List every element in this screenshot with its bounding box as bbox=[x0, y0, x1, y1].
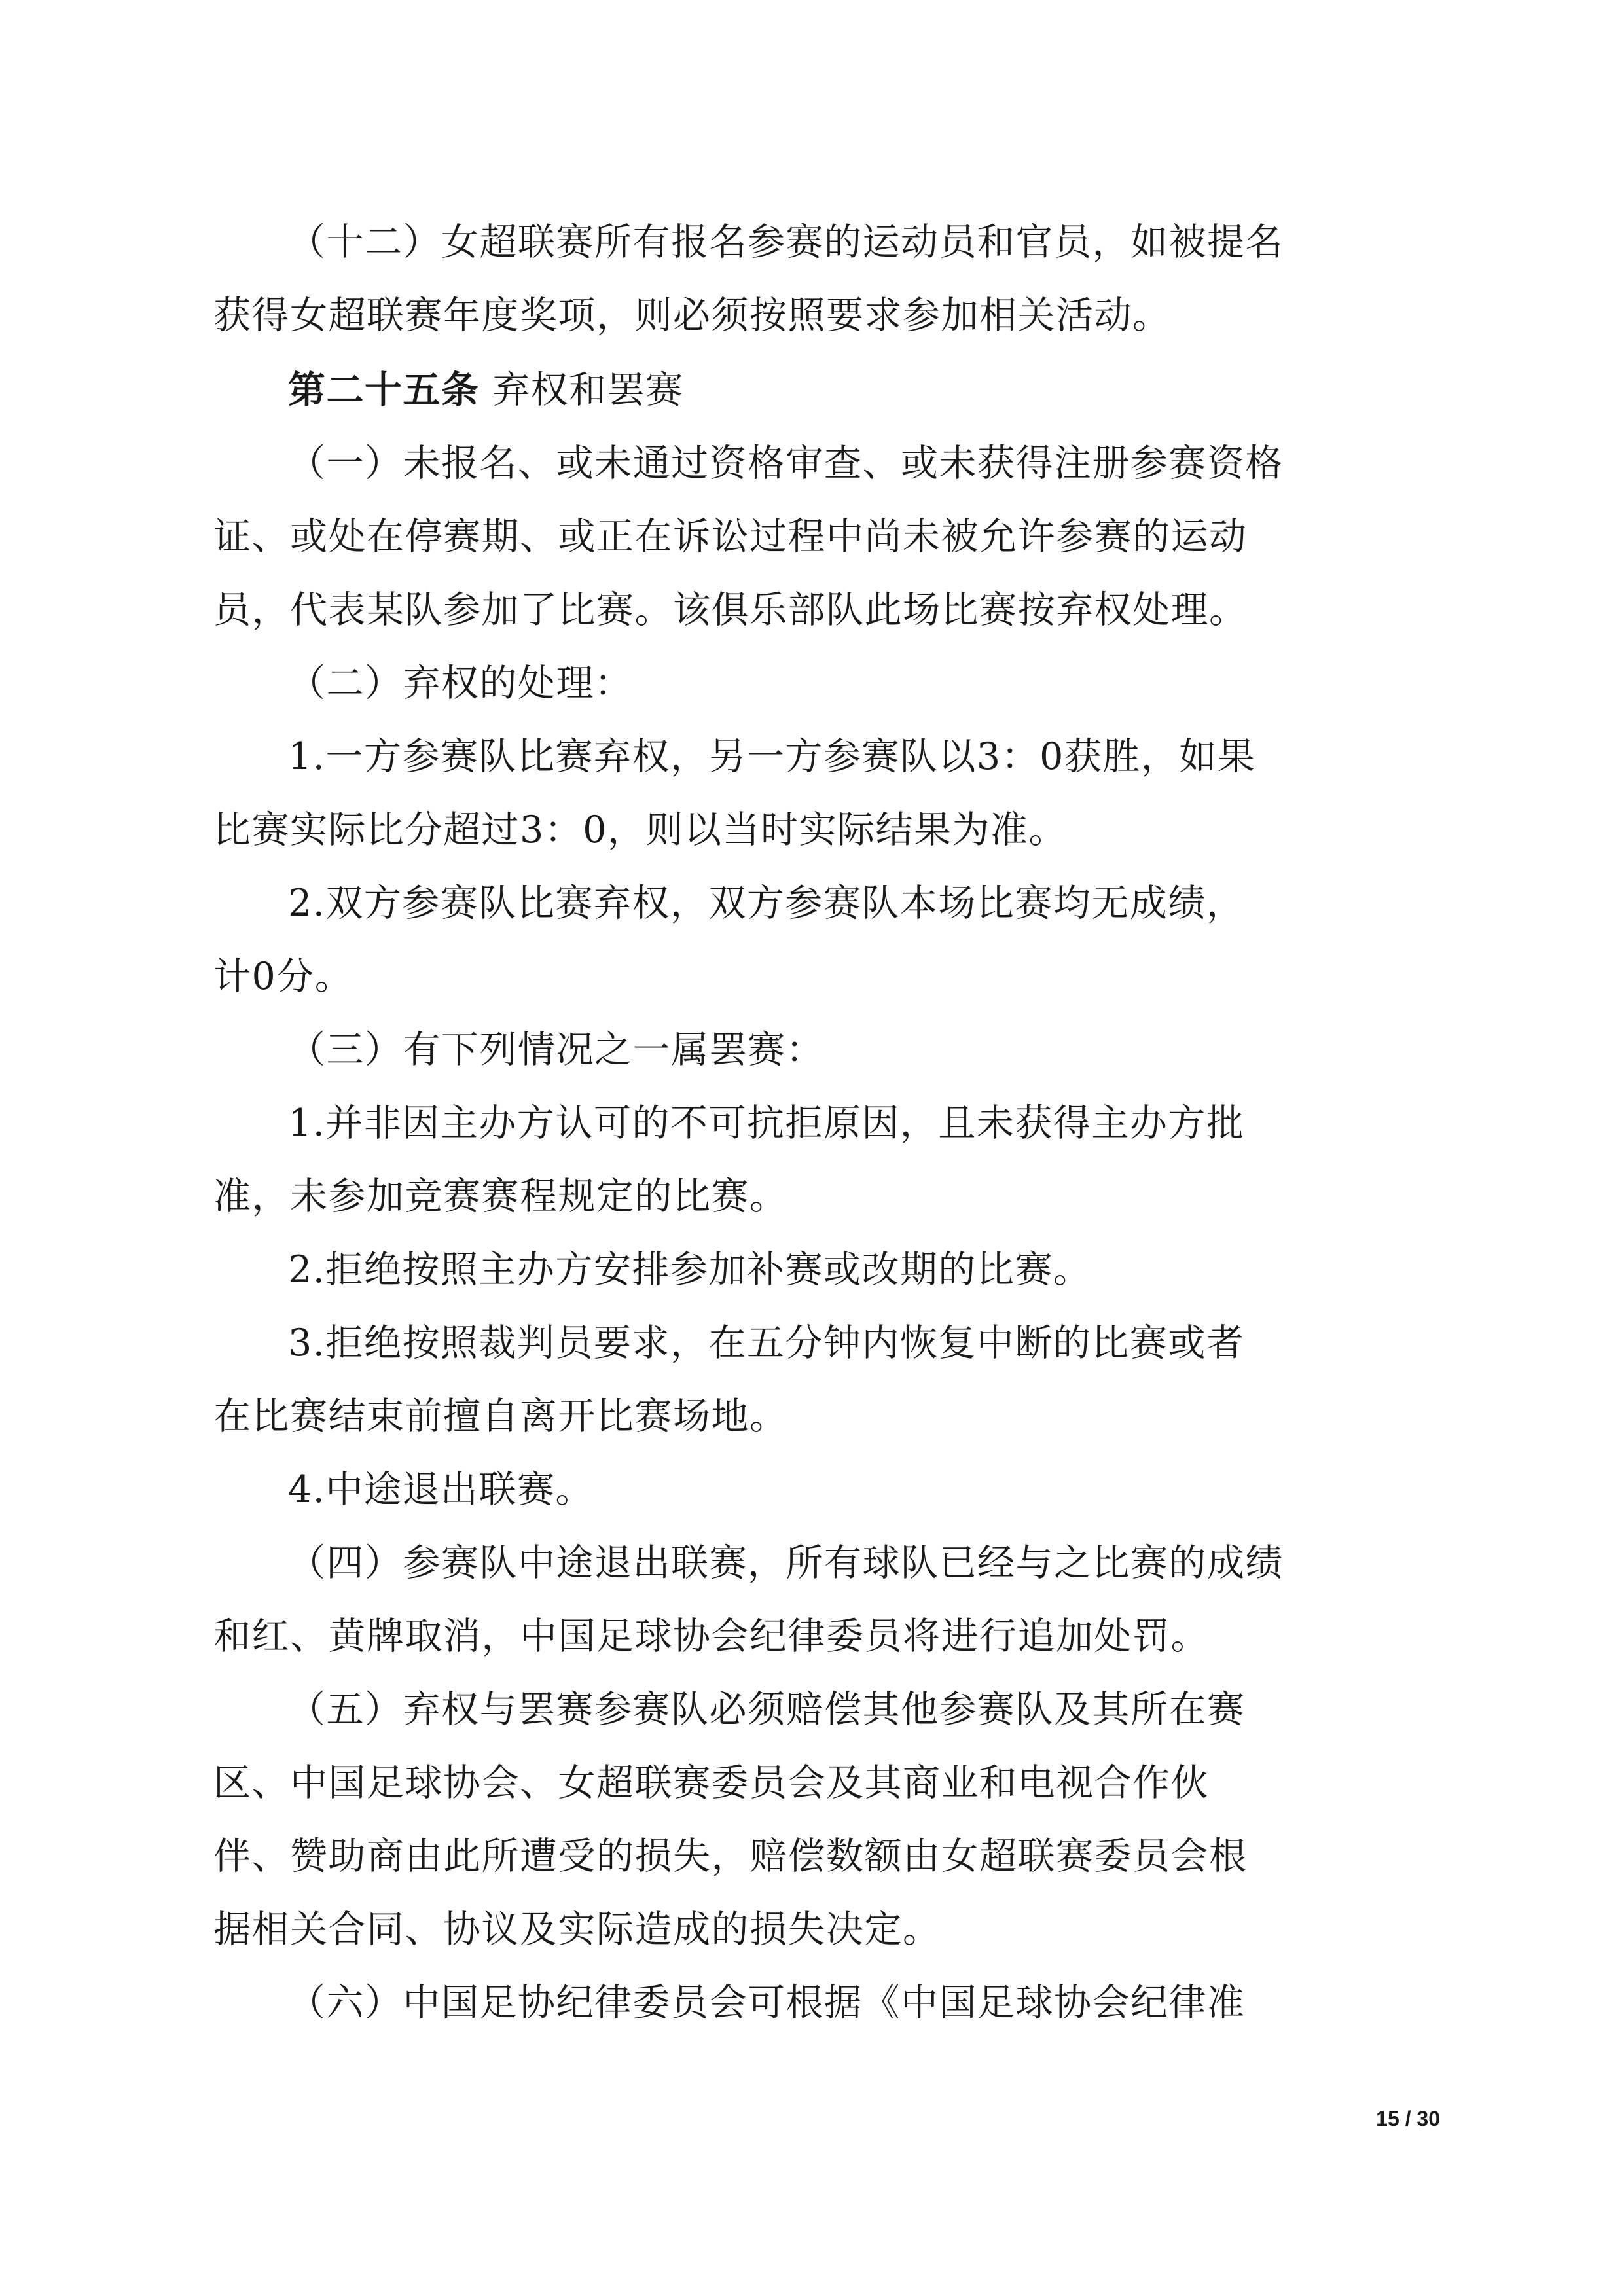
paragraph-line: 4.中途退出联赛。 bbox=[288, 1468, 594, 1511]
paragraph-line: 2.双方参赛队比赛弃权，双方参赛队本场比赛均无成绩， bbox=[288, 882, 1245, 925]
paragraph-line: 获得女超联赛年度奖项，则必须按照要求参加相关活动。 bbox=[213, 294, 1171, 337]
paragraph-line: 据相关合同、协议及实际造成的损失决定。 bbox=[213, 1908, 941, 1951]
page-number: 15 / 30 bbox=[1376, 2107, 1440, 2130]
article-number: 第二十五条 bbox=[288, 368, 480, 412]
paragraph-line: （四）参赛队中途退出联赛，所有球队已经与之比赛的成绩 bbox=[288, 1541, 1284, 1585]
paragraph-line: （十二）女超联赛所有报名参赛的运动员和官员，如被提名 bbox=[288, 221, 1284, 264]
paragraph-line: （一）未报名、或未通过资格审查、或未获得注册参赛资格 bbox=[288, 442, 1284, 485]
paragraph-line: 1.并非因主办方认可的不可抗拒原因，且未获得主办方批 bbox=[288, 1102, 1245, 1145]
paragraph-line: （六）中国足协纪律委员会可根据《中国足球协会纪律准 bbox=[288, 1981, 1246, 2024]
paragraph-line: （三）有下列情况之一属罢赛： bbox=[288, 1028, 824, 1071]
paragraph-line: 准，未参加竞赛赛程规定的比赛。 bbox=[213, 1175, 788, 1218]
paragraph-line: 计0分。 bbox=[213, 955, 353, 998]
paragraph-line: 证、或处在停赛期、或正在诉讼过程中尚未被允许参赛的运动 bbox=[213, 515, 1248, 558]
paragraph-line: 区、中国足球协会、女超联赛委员会及其商业和电视合作伙 bbox=[213, 1761, 1209, 1804]
paragraph-line: 伴、赞助商由此所遭受的损失，赔偿数额由女超联赛委员会根 bbox=[213, 1835, 1248, 1878]
article-title: 弃权和罢赛 bbox=[492, 368, 684, 412]
paragraph-line: 和红、黄牌取消，中国足球协会纪律委员将进行追加处罚。 bbox=[213, 1615, 1209, 1658]
paragraph-line: （二）弃权的处理： bbox=[288, 662, 633, 705]
paragraph-line: （五）弃权与罢赛参赛队必须赔偿其他参赛队及其所在赛 bbox=[288, 1688, 1246, 1731]
article-heading bbox=[288, 364, 1431, 416]
paragraph-line: 2.拒绝按照主办方安排参加补赛或改期的比赛。 bbox=[288, 1248, 1092, 1291]
paragraph-line: 3.拒绝按照裁判员要求，在五分钟内恢复中断的比赛或者 bbox=[288, 1321, 1245, 1365]
paragraph-line: 比赛实际比分超过3：0，则以当时实际结果为准。 bbox=[213, 808, 1068, 852]
paragraph-line: 1.一方参赛队比赛弃权，另一方参赛队以3：0获胜，如果 bbox=[288, 735, 1256, 778]
paragraph-line: 员，代表某队参加了比赛。该俱乐部队此场比赛按弃权处理。 bbox=[213, 588, 1248, 632]
paragraph-line: 在比赛结束前擅自离开比赛场地。 bbox=[213, 1395, 788, 1438]
